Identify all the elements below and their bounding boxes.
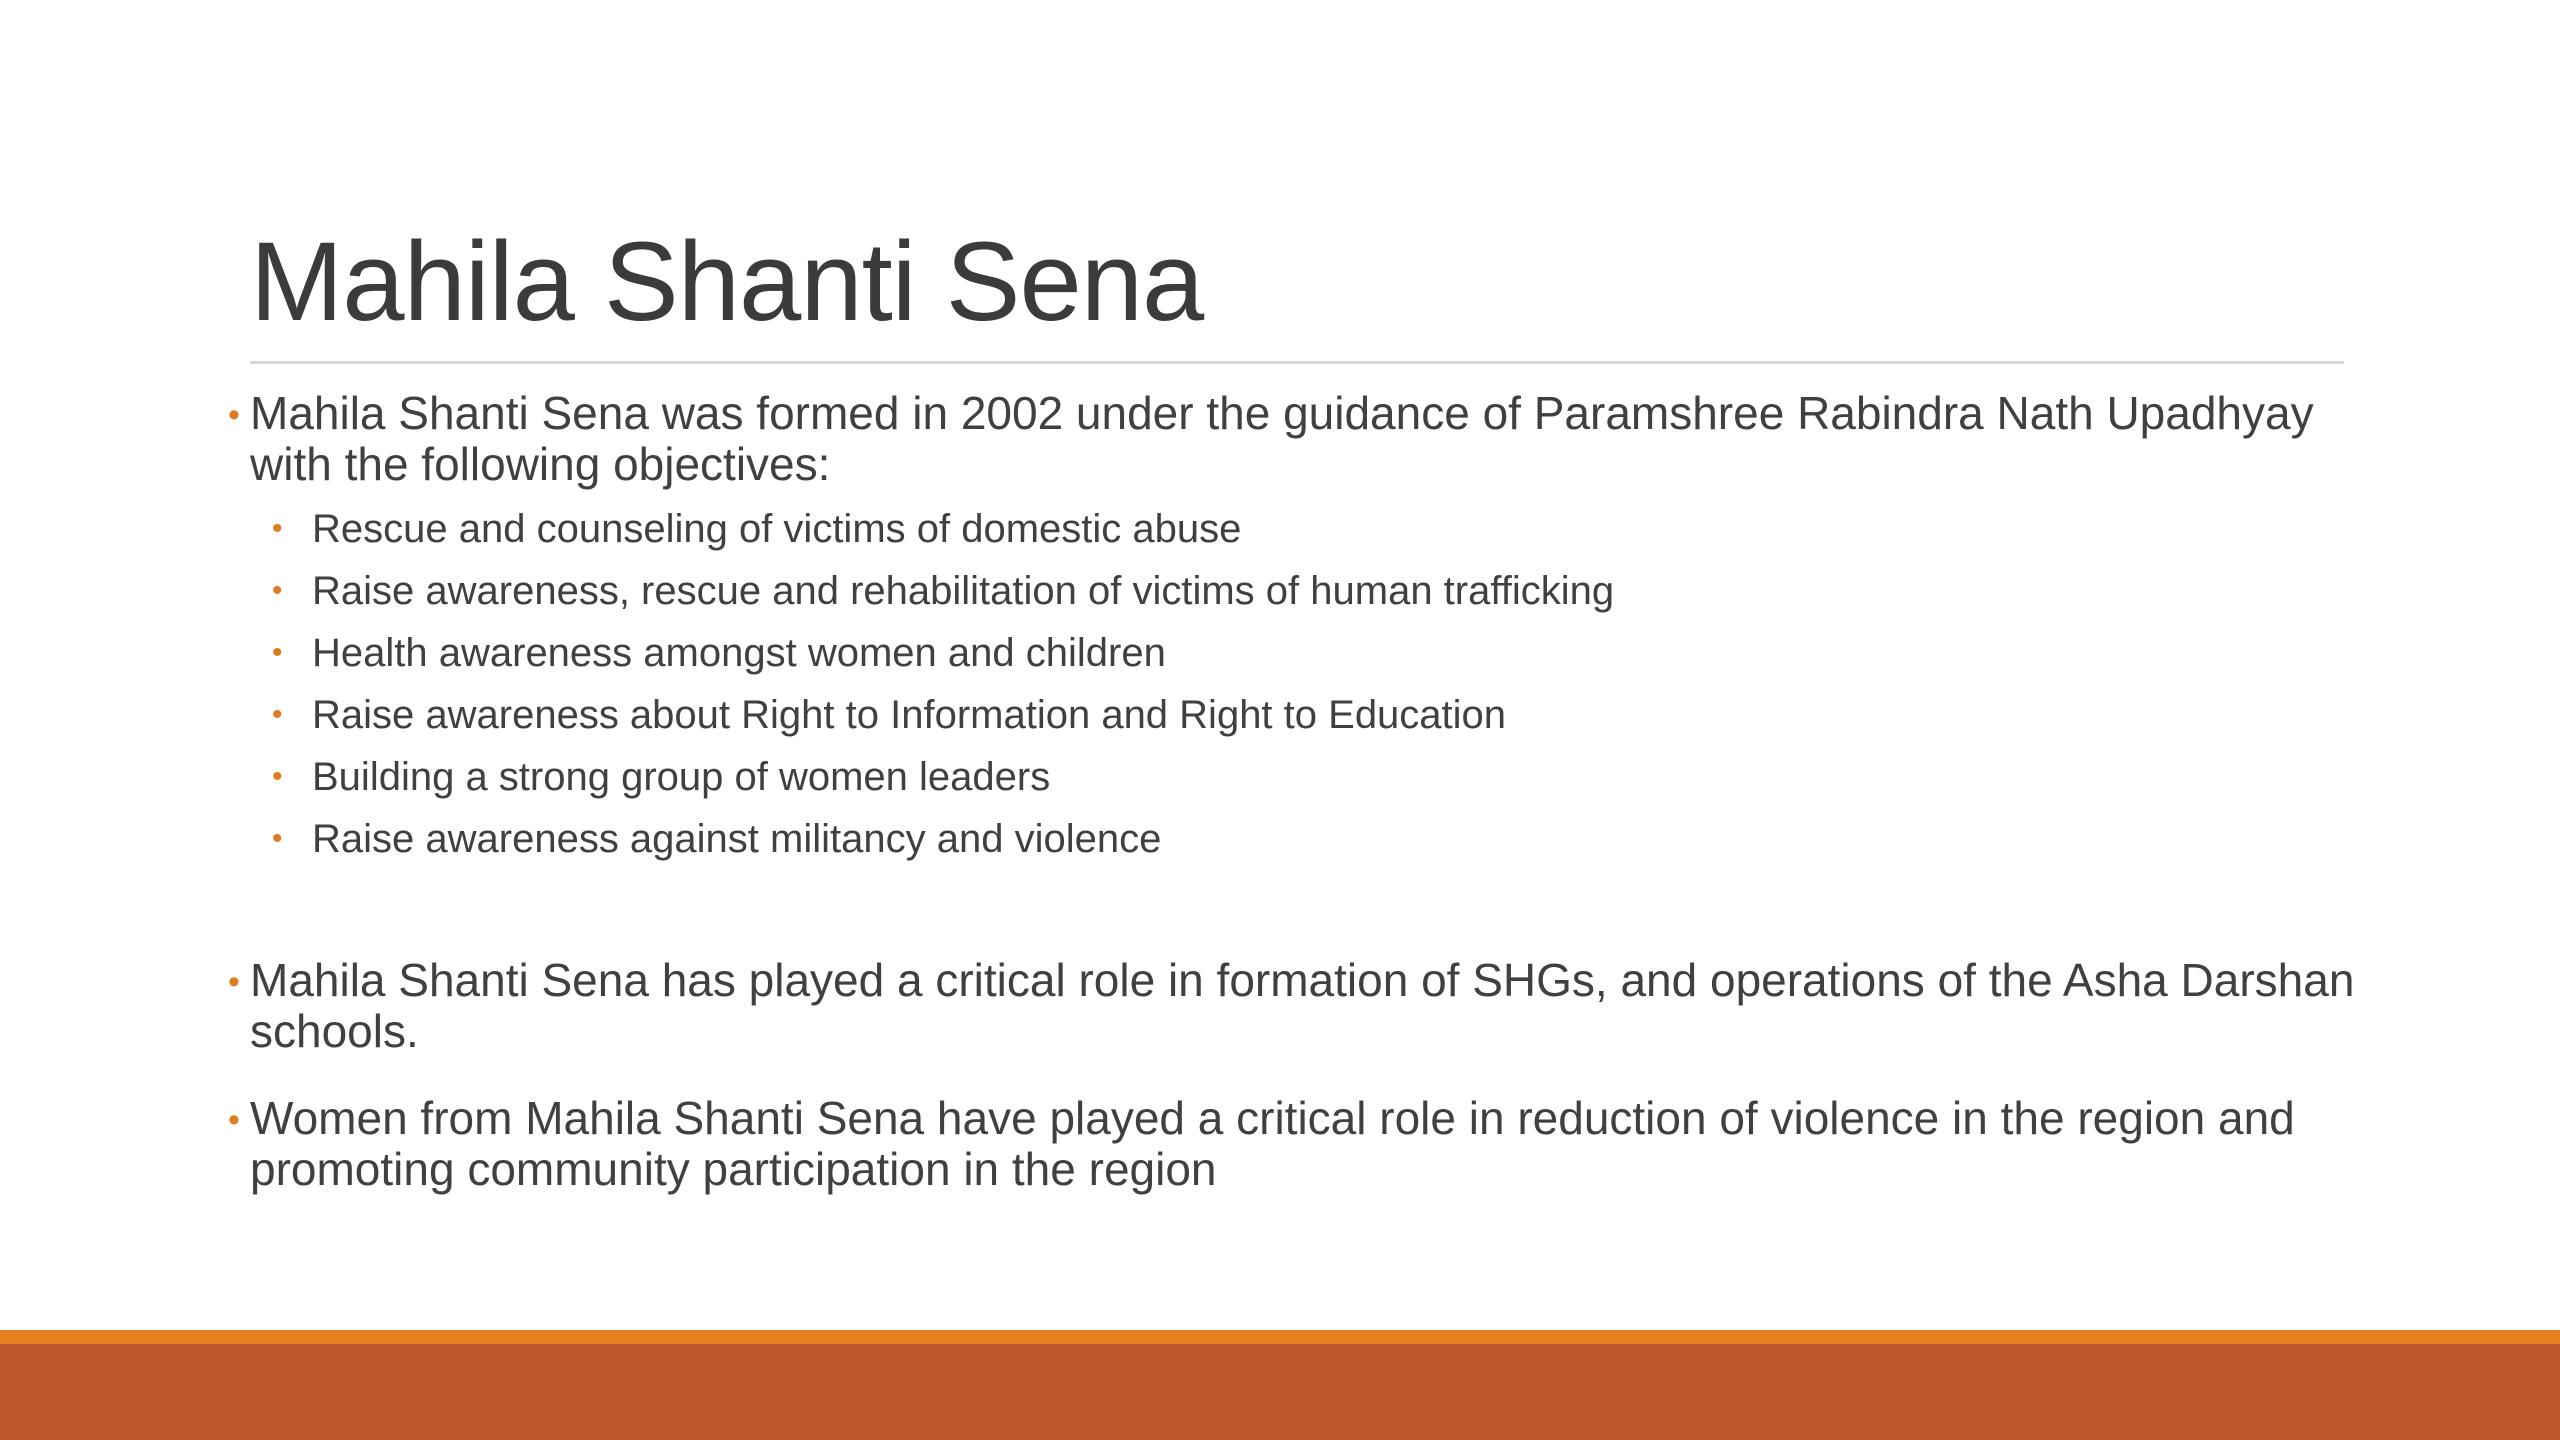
list-item-text: Raise awareness about Right to Information and Right to Education: [312, 693, 1507, 737]
spacer: [228, 1057, 2358, 1093]
bullet-text: Mahila Shanti Sena has played a critical role in formation of SHGs, and operations of the Asha Darshan schools.: [250, 954, 2355, 1057]
slide-body: [228, 388, 2358, 1195]
bullet-dot-icon: •: [272, 822, 283, 855]
list-item-text: Building a strong group of women leaders: [312, 755, 1051, 799]
bullet-dot-icon: •: [272, 574, 283, 607]
bullet-dot-icon: •: [228, 396, 240, 434]
bullet-dot-icon: •: [228, 1101, 240, 1139]
bullet-dot-icon: •: [272, 512, 283, 545]
list-item: [228, 684, 2358, 746]
footer-band: [0, 1344, 2560, 1440]
list-item-text: Rescue and counseling of victims of domestic abuse: [312, 507, 1242, 551]
bullet-violence-reduction: [228, 1093, 2358, 1195]
bullet-shg-role: [228, 955, 2358, 1057]
title-divider: [250, 361, 2344, 364]
footer-accent-stripe: [0, 1330, 2560, 1344]
bullet-dot-icon: •: [228, 963, 240, 1001]
list-item-text: Raise awareness, rescue and rehabilitation of victims of human trafficking: [312, 569, 1615, 613]
bullet-text: Mahila Shanti Sena was formed in 2002 under the guidance of Paramshree Rabindra Nath Upadhyay with the following objectives:: [250, 387, 2314, 490]
bullet-dot-icon: •: [272, 698, 283, 731]
objectives-list: [228, 498, 2358, 870]
slide-title: Mahila Shanti Sena: [250, 219, 1204, 344]
list-item: [228, 622, 2358, 684]
list-item-text: Raise awareness against militancy and violence: [312, 817, 1162, 861]
spacer: [228, 870, 2358, 955]
list-item: [228, 808, 2358, 870]
bullet-dot-icon: •: [272, 636, 283, 669]
list-item-text: Health awareness amongst women and children: [312, 631, 1166, 675]
bullet-formation: [228, 388, 2358, 490]
list-item: [228, 746, 2358, 808]
bullet-text: Women from Mahila Shanti Sena have played a critical role in reduction of violence in the region and promoting community participation in the region: [250, 1092, 2295, 1195]
list-item: [228, 498, 2358, 560]
bullet-dot-icon: •: [272, 760, 283, 793]
list-item: [228, 560, 2358, 622]
